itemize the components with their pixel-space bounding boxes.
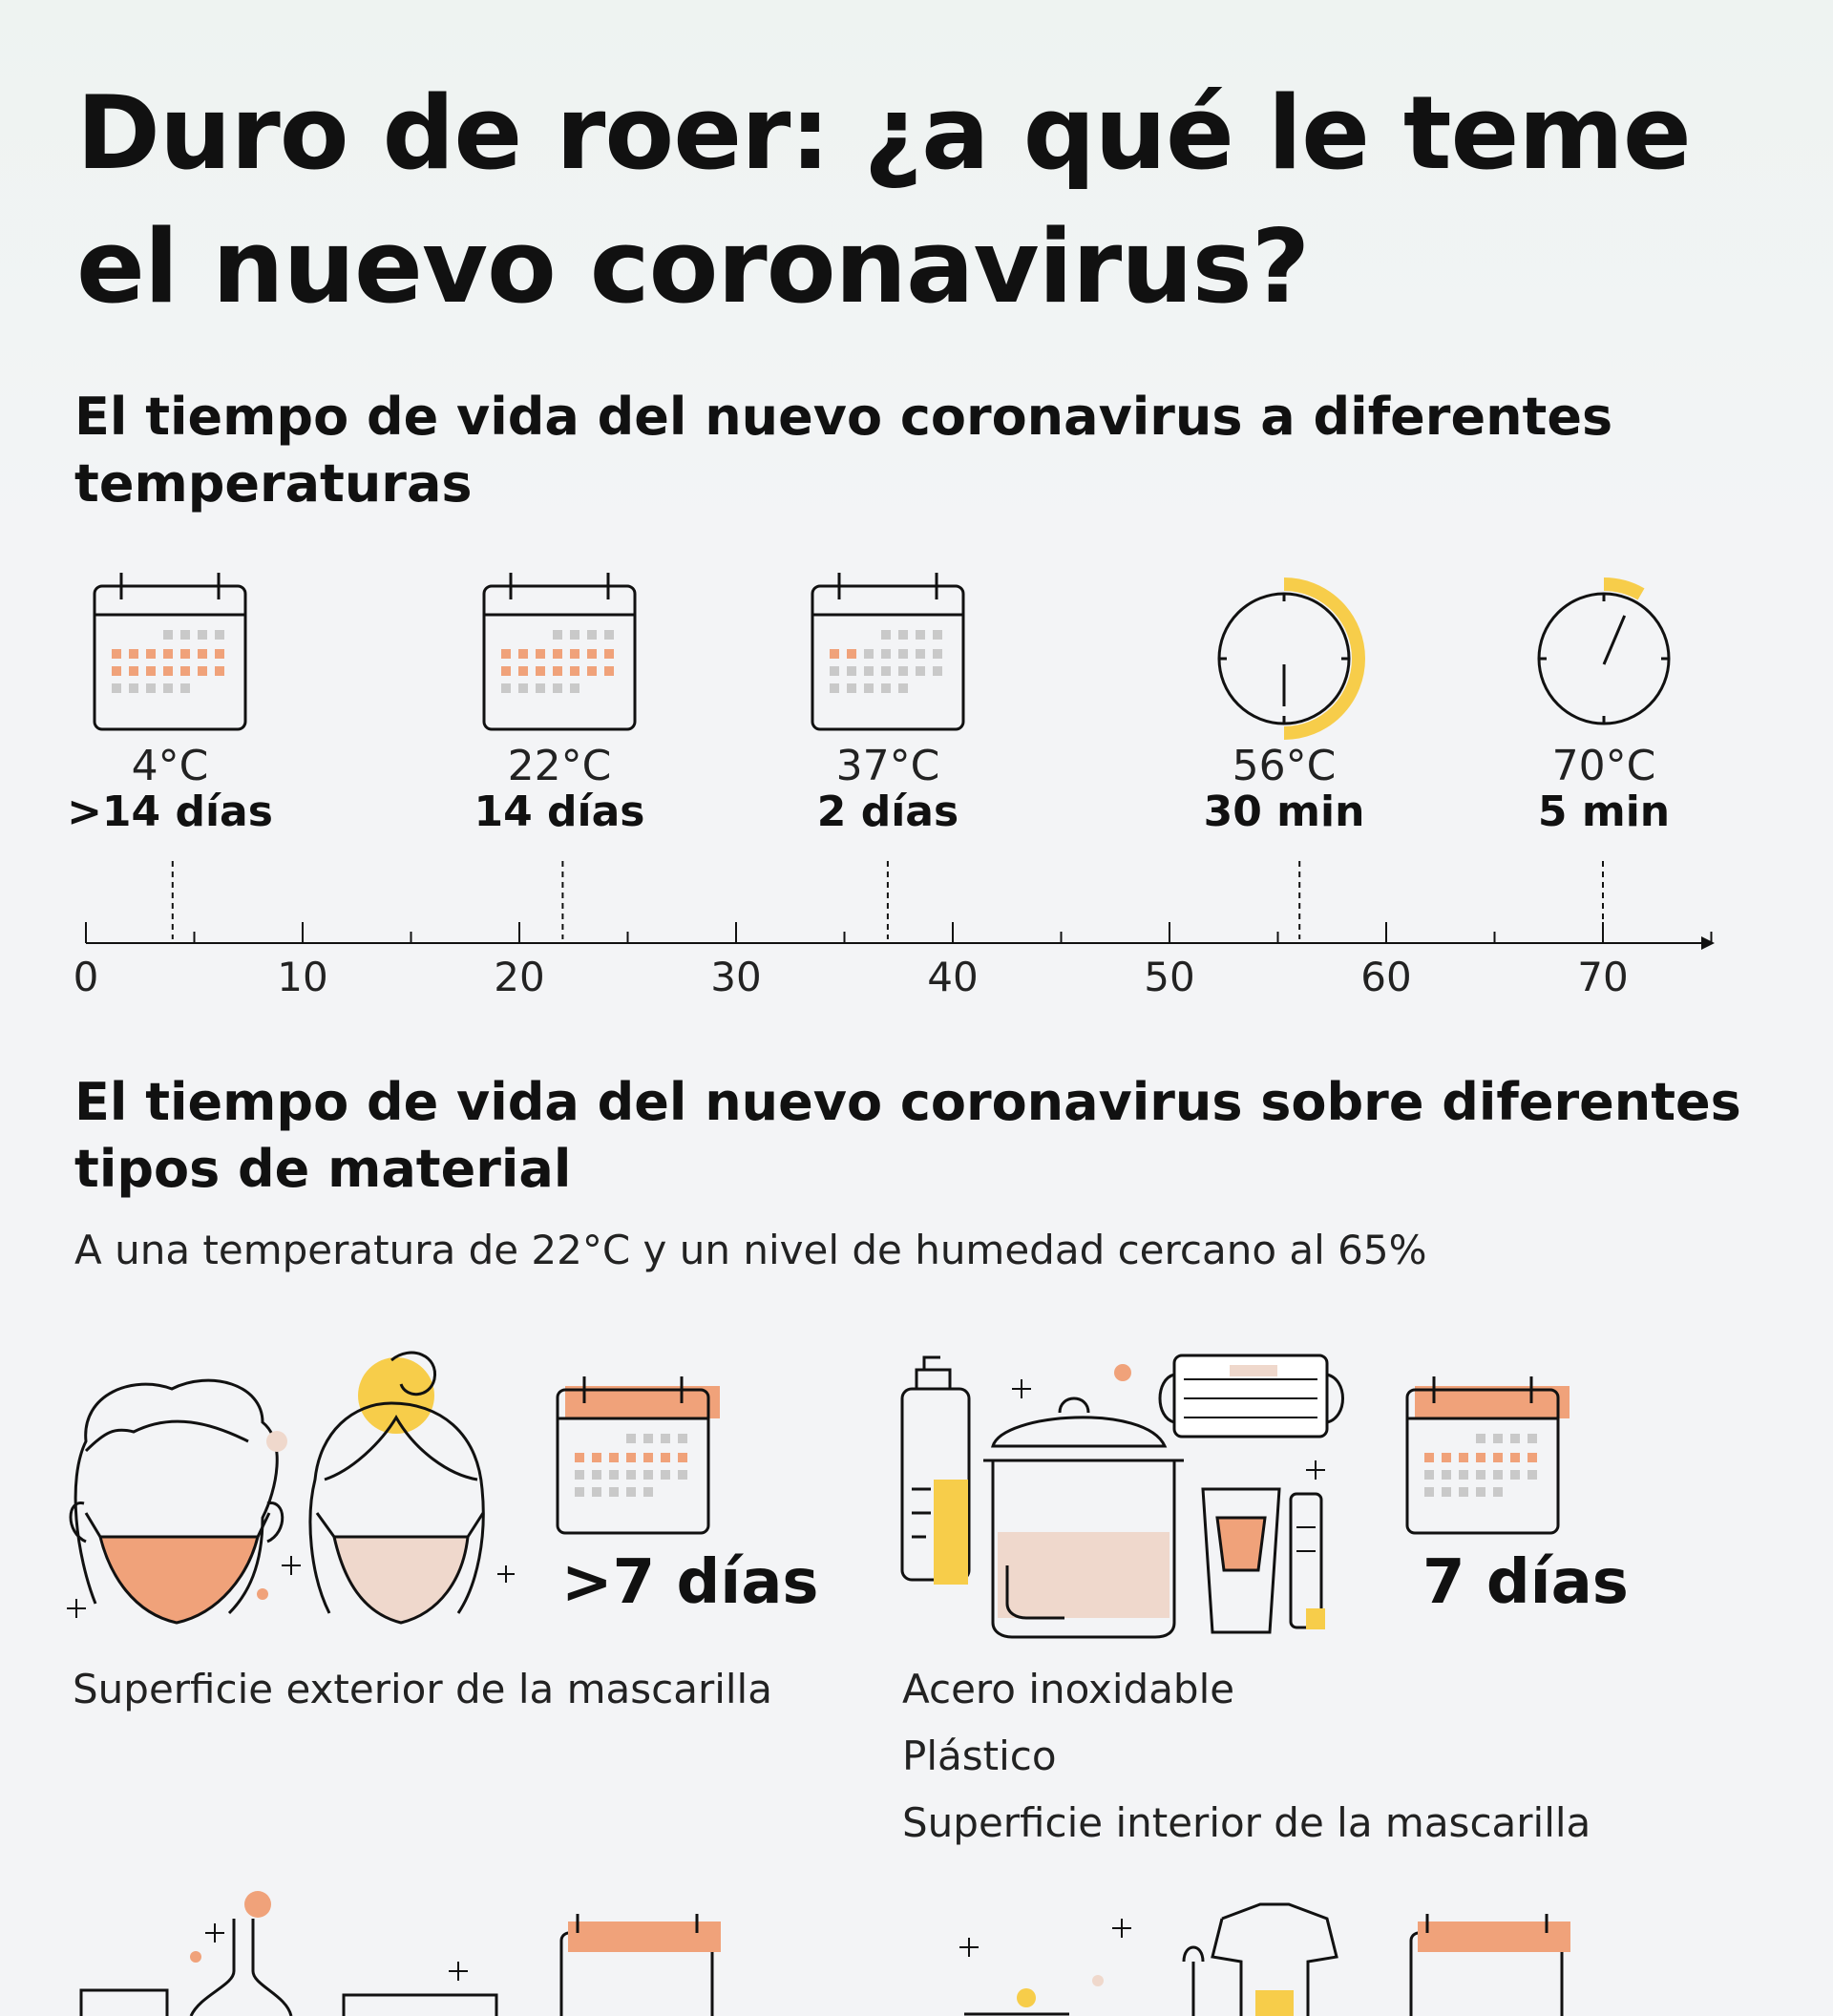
axis-tick-label: 50 — [1144, 954, 1195, 1000]
materials-section-title: El tiempo de vida del nuevo coronavirus sobre diferentes tipos de material — [74, 1072, 1741, 1199]
axis-tick-label: 10 — [277, 954, 328, 1000]
calendar-icon — [1407, 1376, 1570, 1533]
material-item: Superficie interior de la mascarilla — [902, 1799, 1591, 1846]
duration-label: >14 días — [67, 788, 273, 836]
masked-faces-icon — [57, 1336, 535, 1651]
duration-label: 5 min — [1537, 788, 1671, 836]
axis-tick-label: 0 — [73, 954, 99, 1000]
temperature-label: 70°C — [1551, 742, 1656, 790]
duration-label: 2 días — [816, 788, 959, 836]
axis-tick-label: 30 — [710, 954, 762, 1000]
calendar-icon — [1403, 1375, 1575, 1537]
duration-label: 14 días — [474, 788, 645, 836]
material-duration-2: 7 días — [1422, 1547, 1629, 1618]
page-title: Duro de roer: ¿a qué le teme el nuevo coronavirus? — [76, 74, 1691, 326]
axis-tick-label: 70 — [1577, 954, 1629, 1000]
temperature-label: 37°C — [835, 742, 940, 790]
calendar-icon — [558, 1376, 720, 1533]
temperature-label: 56°C — [1232, 742, 1337, 790]
temperature-label: 4°C — [131, 742, 209, 790]
axis-tick-label: 20 — [494, 954, 545, 1000]
materials-section-subtitle: A una temperatura de 22°C y un nivel de humedad cercano al 65% — [74, 1227, 1427, 1273]
material-duration-1: >7 días — [561, 1547, 819, 1618]
material-item: Superficie exterior de la mascarilla — [73, 1666, 772, 1712]
next-row-icons-partial — [57, 1885, 1795, 2016]
axis-arrow — [1701, 936, 1715, 950]
temperature-section-title: El tiempo de vida del nuevo coronavirus a diferentes temperaturas — [74, 387, 1613, 514]
material-item: Plástico — [902, 1732, 1057, 1779]
axis-tick-label: 60 — [1360, 954, 1412, 1000]
material-item: Acero inoxidable — [902, 1666, 1235, 1712]
axis-tick-label: 40 — [927, 954, 979, 1000]
calendar-icon — [554, 1375, 726, 1537]
household-items-icon — [897, 1346, 1356, 1651]
duration-label: 30 min — [1203, 788, 1365, 836]
temperature-label: 22°C — [507, 742, 612, 790]
